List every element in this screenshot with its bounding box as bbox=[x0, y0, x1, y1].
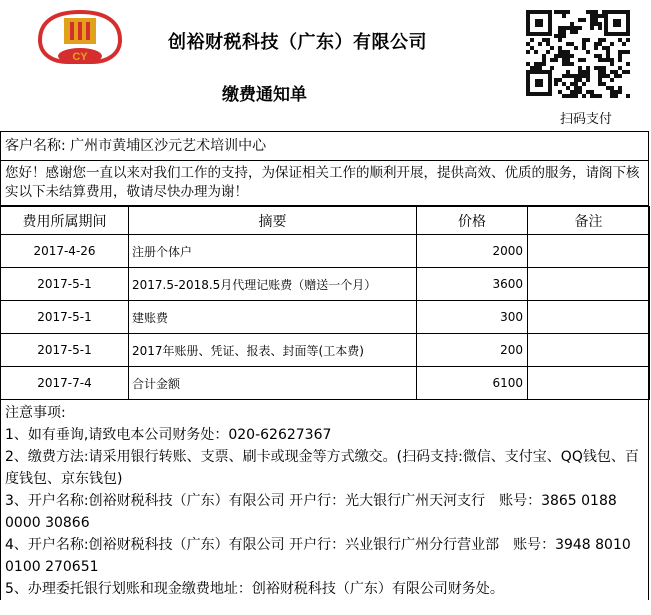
price-cell: 3600 bbox=[417, 268, 528, 301]
note-item: 3、开户名称:创裕财税科技（广东）有限公司 开户行：光大银行广州天河支行 账号：3865 0188 0000 30866 bbox=[5, 493, 617, 531]
table-row bbox=[1, 301, 650, 334]
period-cell: 2017-5-1 bbox=[1, 334, 129, 367]
company-name: 创裕财税科技（广东）有限公司 bbox=[168, 32, 427, 53]
document-title: 缴费通知单 bbox=[222, 85, 307, 105]
summary-cell: 2017年账册、凭证、报表、封面等(工本费) bbox=[129, 334, 417, 367]
notes-section bbox=[1, 400, 648, 600]
customer-label: 客户名称: bbox=[5, 138, 66, 154]
header-price: 价格 bbox=[417, 207, 528, 235]
price-cell: 2000 bbox=[417, 235, 528, 268]
header-note: 备注 bbox=[528, 207, 650, 235]
note-cell bbox=[528, 301, 650, 334]
header-period: 费用所属期间 bbox=[1, 207, 129, 235]
summary-cell: 合计金额 bbox=[129, 367, 417, 400]
customer-name: 广州市黄埔区沙元艺术培训中心 bbox=[70, 138, 267, 154]
intro-text: 您好！感谢您一直以来对我们工作的支持，为保证相关工作的顺利开展，提供高效、优质的服务，请阁下核实以下未结算费用，敬请尽快办理为谢！ bbox=[1, 161, 648, 206]
note-cell bbox=[528, 367, 650, 400]
summary-cell: 注册个体户 bbox=[129, 235, 417, 268]
summary-cell: 建账费 bbox=[129, 301, 417, 334]
total-price-cell: 6100 bbox=[417, 367, 528, 400]
notes-title: 注意事项: bbox=[5, 405, 66, 421]
note-cell bbox=[528, 268, 650, 301]
summary-cell: 2017.5-2018.5月代理记账费（赠送一个月） bbox=[129, 268, 417, 301]
period-cell: 2017-4-26 bbox=[1, 235, 129, 268]
table-row bbox=[1, 235, 650, 268]
table-header-row bbox=[1, 207, 650, 235]
price-cell: 200 bbox=[417, 334, 528, 367]
note-cell bbox=[528, 235, 650, 268]
price-cell: 300 bbox=[417, 301, 528, 334]
period-cell: 2017-5-1 bbox=[1, 301, 129, 334]
qr-caption: 扫码支付 bbox=[560, 112, 613, 127]
header-summary: 摘要 bbox=[129, 207, 417, 235]
table-row bbox=[1, 334, 650, 367]
customer-row bbox=[1, 131, 648, 161]
note-cell bbox=[528, 334, 650, 367]
note-item: 4、开户名称:创裕财税科技（广东）有限公司 开户行：兴业银行广州分行营业部 账号：3948 8010 0100 270651 bbox=[5, 537, 631, 575]
table-row bbox=[1, 268, 650, 301]
note-item: 1、如有垂询,请致电本公司财务处：020-62627367 bbox=[5, 427, 332, 443]
document-header bbox=[0, 0, 651, 130]
table-total-row bbox=[1, 367, 650, 400]
logo-lettering: CY bbox=[72, 51, 88, 63]
fee-table bbox=[0, 206, 650, 400]
period-cell: 2017-7-4 bbox=[1, 367, 129, 400]
qr-code-icon[interactable] bbox=[524, 8, 632, 98]
period-cell: 2017-5-1 bbox=[1, 268, 129, 301]
note-item: 5、办理委托银行划账和现金缴费地址：创裕财税科技（广东）有限公司财务处。 bbox=[5, 581, 504, 597]
notice-sheet bbox=[0, 131, 649, 600]
note-item: 2、缴费方法:请采用银行转账、支票、刷卡或现金等方式缴交。(扫码支持:微信、支付宝、QQ钱包、百度钱包、京东钱包) bbox=[5, 449, 639, 487]
company-logo-icon bbox=[34, 10, 126, 72]
